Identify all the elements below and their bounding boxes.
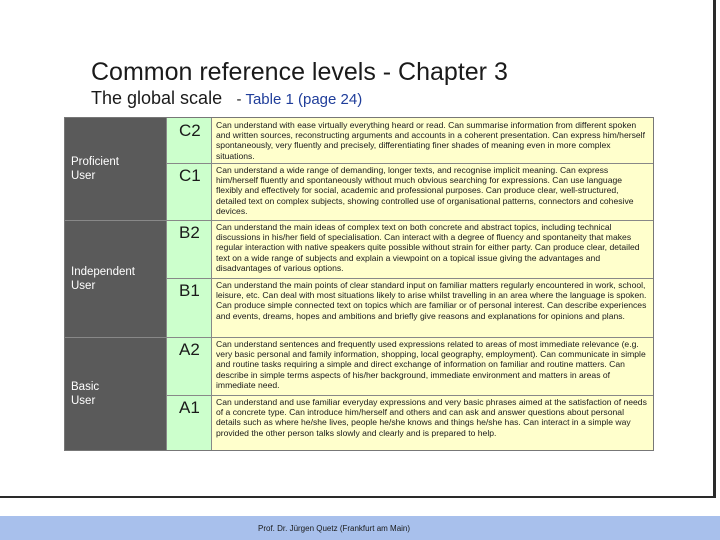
- group-divider: [65, 220, 653, 221]
- group-label: Proficient User: [71, 156, 119, 182]
- slide-title: Common reference levels - Chapter 3: [91, 58, 508, 86]
- level-description-b1: Can understand the main points of clear standard input on familiar matters regularly encountered in work, school, leisure, etc. Can deal with most situations likely to arise whilst travelling in an area where the language is spoken. Can produce simple connected text on topics which are familiar or of personal interest. Can describe experiences and events, dreams, hopes and ambitions and briefly give reasons and explanations for opinions and plans.: [216, 280, 647, 321]
- level-code-c1: C1: [166, 163, 212, 220]
- group-independent-user: [65, 220, 166, 337]
- level-code-a1: A1: [166, 395, 212, 450]
- level-description-a2: Can understand sentences and frequently used expressions related to areas of most immediate relevance (e.g. very basic personal and family information, shopping, local geography, employment). Can communicate in simple and routine tasks requiring a simple and direct exchange of information on familiar and routine matters. Can describe in simple terms aspects of his/her background, immediate environment and matters in areas of immediate need.: [216, 339, 646, 390]
- subtitle-reference: - Table 1 (page 24): [236, 91, 363, 108]
- group-divider: [65, 337, 653, 338]
- subtitle-main: The global scale: [91, 88, 223, 108]
- level-description-c1: Can understand a wide range of demanding, longer texts, and recognise implicit meaning. Can express him/herself fluently and spontaneously without much obvious searching for expressions. Can use language flexibly and effectively for social, academic and professional purposes. Can produce clear, well-structured, detailed text on complex subjects, showing controlled use of organisational patterns, connectors and cohesive devices.: [216, 165, 634, 216]
- footer-text: Prof. Dr. Jürgen Quetz (Frankfurt am Main): [258, 524, 411, 533]
- global-scale-table: [64, 117, 654, 451]
- group-label: Independent User: [71, 265, 135, 292]
- row-divider: [166, 395, 653, 396]
- row-divider: [166, 163, 653, 164]
- level-description-b2: Can understand the main ideas of complex text on both concrete and abstract topics, including technical discussions in his/her field of specialisation. Can interact with a degree of fluency and spontaneity that makes regular interaction with native speakers quite possible without strain for either party. Can produce clear, detailed text on a wide range of subjects and explain a viewpoint on a topical issue giving the advantages and disadvantages of various options.: [216, 222, 640, 273]
- slide-subtitle: [91, 88, 362, 109]
- group-basic-user: [65, 337, 166, 450]
- level-code-b1: B1: [166, 278, 212, 337]
- group-label: Basic User: [71, 380, 100, 407]
- level-code-a2: A2: [166, 337, 212, 395]
- row-divider: [166, 278, 653, 279]
- group-proficient-user: [65, 118, 166, 220]
- level-code-c2: C2: [166, 118, 212, 163]
- level-code-b2: B2: [166, 220, 212, 278]
- level-description-c2: Can understand with ease virtually everything heard or read. Can summarise information from different spoken and written sources, reconstructing arguments and accounts in a coherent presentation. Can express him/herself spontaneously, very fluently and precisely, differentiating finer shades of meaning even in more complex situations.: [216, 120, 645, 161]
- level-description-a1: Can understand and use familiar everyday expressions and very basic phrases aimed at the satisfaction of needs of a concrete type. Can introduce him/herself and others and can ask and answer questions about personal details such as where he/she lives, people he/she knows and things he/she has. Can interact in a simple way provided the other person talks slowly and clearly and is prepared to help.: [216, 397, 647, 438]
